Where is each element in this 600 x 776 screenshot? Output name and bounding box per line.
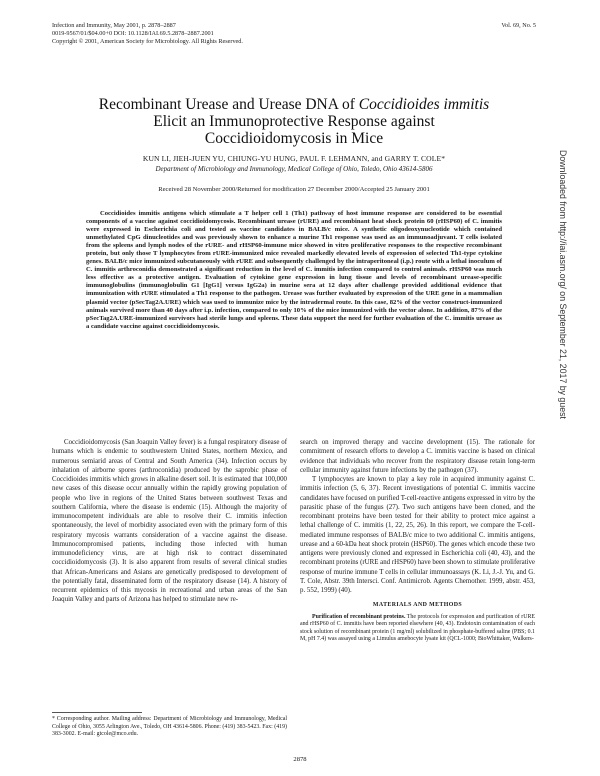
author-list: KUN LI, JIEH-JUEN YU, CHIUNG-YU HUNG, PAUL F. LEHMANN, and GARRY T. COLE* <box>142 154 446 163</box>
copyright-line: Copyright © 2001, American Society for Microbiology. All Rights Reserved. <box>52 38 243 45</box>
issn-doi: 0019-9567/01/$04.00+0 DOI: 10.1128/IAI.69.5.2878–2887.2001 <box>52 30 214 37</box>
title-line-3: Coccidioidomycosis in Mice <box>204 130 384 147</box>
affiliation: Department of Microbiology and Immunology, Medical College of Ohio, Toledo, Ohio 43614-5806 <box>155 165 433 173</box>
intro-paragraph-2: T lymphocytes are known to play a key role in acquired immunity against C. immitis infection (5, 6, 37). Recent investigations of potential C. immitis vaccine candidates have focused on purified T-cell-reactive antigens expressed in vitro by the parasitic phase of the fungus (27). Two such antigens have been cloned, and the recombinant proteins have been tested for their ability to protect mice against a lethal challenge of C. immitis (1, 22, 25, 26). In this report, we compare the T-cell-mediated immune responses of BALB/c mice to two additional C. immitis antigens, urease and a 60-kDa heat shock protein (HSP60). The genes which encode these two antigens were previously cloned and expressed in Escherichia coli (40, 43), and the recombinant proteins (rURE and rHSP60) have been shown to stimulate proliferative response of murine immune T cells in cellular immunoassays (K. Li, J.-J. Yu, and G. T. Cole, Abstr. 39th Intersci. Conf. Antimicrob. Agents Chemother. 1999, abstr. 453, p. 552, 1999) (40). <box>300 476 535 594</box>
abstract: Coccidioides immitis antigens which stimulate a T helper cell 1 (Th1) pathway of host immune response are considered to be essential components of a vaccine against coccidioidomycosis. Recombinant urease (rURE) and recombinant heat shock protein 60 (rHSP60) of C. immitis were expressed in Escherichia coli and tested as vaccine candidates in BALB/c mice. A synthetic oligodeoxynucleotide which contained unmethylated CpG dinucleotides and was previously shown to enhance a murine Th1 response was used as an immunoadjuvant. T cells isolated from the spleens and lymph nodes of the rURE- and rHSP60-immune mice showed in vitro proliferative responses to the respective recombinant protein, but only those T lymphocytes from rURE-immunized mice revealed markedly elevated levels of expression of selected Th1-type cytokine genes. BALB/c mice immunized subcutaneously with rURE and subsequently challenged by the intraperitoneal (i.p.) route with a lethal inoculum of C. immitis arthroconidia demonstrated a significant reduction in the level of C. immitis infection compared to control animals. rHSP60 was much less effective as a protective antigen. Evaluation of cytokine gene expression in lung tissue and levels of recombinant urease-specific immunoglobulins (immunoglobulin G1 [IgG1] versus IgG2a) in murine sera at 12 days after challenge provided additional evidence that immunization with rURE stimulated a Th1 response to the pathogen. Urease was further evaluated by expression of the URE gene in a mammalian plasmid vector (pSecTag2A.URE) which was used to immunize mice by the intradermal route. In this case, 82% of the vector construct-immunized animals survived more than 40 days after i.p. infection, compared to only 10% of the mice immunized with the vector alone. In addition, 87% of the pSecTag2A.URE-immunized survivors had sterile lungs and spleens. These data support the need for further evaluation of the C. immitis urease as a candidate vaccine against coccidioidomycosis. <box>86 210 502 330</box>
received-dates: Received 28 November 2000/Returned for modification 27 December 2000/Accepted 25 January 2001 <box>158 186 430 193</box>
methods-paragraph <box>300 614 535 644</box>
intro-paragraph-continued: search on improved therapy and vaccine development (15). The rationale for commitment of research efforts to develop a C. immitis vaccine is based on clinical evidence that individuals who recover from the respiratory disease retain long-term cellular immunity against future infections by the pathogen (37). <box>300 439 535 474</box>
footnote-divider <box>52 712 142 713</box>
journal-header <box>52 22 432 46</box>
corresponding-author-footnote: * Corresponding author. Mailing address: Department of Microbiology and Immunology, Medical College of Ohio, 3055 Arlington Ave., Toledo, OH 43614-5806. Phone: (419) 383-5423. Fax: (419) 383-3002. E-mail: gtcole@mco.edu. <box>52 716 287 738</box>
volume-label: Vol. 69, No. 5 <box>501 22 536 29</box>
methods-text: The protocols for expression and purification of rURE and rHSP60 of C. immitis have been reported elsewhere (40, 43). Endotoxin contamination of each stock solution of recombinant protein (1 mg/ml) solubilized in phosphate-buffered saline (PBS; 0.1 M, pH 7.4) was assayed using a Limulus amebocyte lysate kit (QCL-1000; BioWhittaker, Walkers- <box>300 613 535 643</box>
page-number: 2878 <box>293 756 307 763</box>
body-column-right <box>300 438 535 644</box>
body-column-left <box>52 438 287 605</box>
download-watermark: Downloaded from http://iai.asm.org/ on September 21, 2017 by guest <box>558 150 568 419</box>
intro-paragraph-1: Coccidioidomycosis (San Joaquin Valley fever) is a fungal respiratory disease of humans which is endemic to southwestern United States, northern Mexico, and numerous semiarid areas of Central and South America (34). Infection occurs by inhalation of airborne spores (arthroconidia) produced by the saprobic phase of Coccidioides immitis which grows in alkaline desert soil. It is estimated that 100,000 new cases of this disease occur annually within the rapidly growing population of people who live in regions of the United States between southwest Texas and southern California, where the disease is endemic (15). Although the majority of immunocompetent individuals are able to resolve their C. immitis infection spontaneously, the level of morbidity associated even with the primary form of this respiratory mycosis warrants consideration of a vaccine against the disease. Immunocompromised patients, including those infected with human immunodeficiency virus, are at high risk to contract disseminated coccidioidomycosis (3). It is also apparent from results of several clinical studies that African-Americans and Asians are genetically predisposed to development of the potentially fatal, disseminated form of the respiratory disease (14). A history of recurrent epidemics of this mycosis in recreational and urban areas of the San Joaquin Valley and parts of Arizona has helped to stimulate new re- <box>52 439 287 604</box>
title-italic-species: Coccidioides immitis <box>358 96 490 113</box>
title-line-2: Elicit an Immunoprotective Response against <box>153 113 435 130</box>
article-title <box>52 96 536 147</box>
journal-citation: Infection and Immunity, May 2001, p. 2878–2887 <box>52 22 176 29</box>
title-line-1: Recombinant Urease and Urease DNA of <box>98 96 359 113</box>
section-heading-methods: MATERIALS AND METHODS <box>372 602 463 609</box>
methods-subheading: Purification of recombinant proteins. <box>312 613 406 620</box>
